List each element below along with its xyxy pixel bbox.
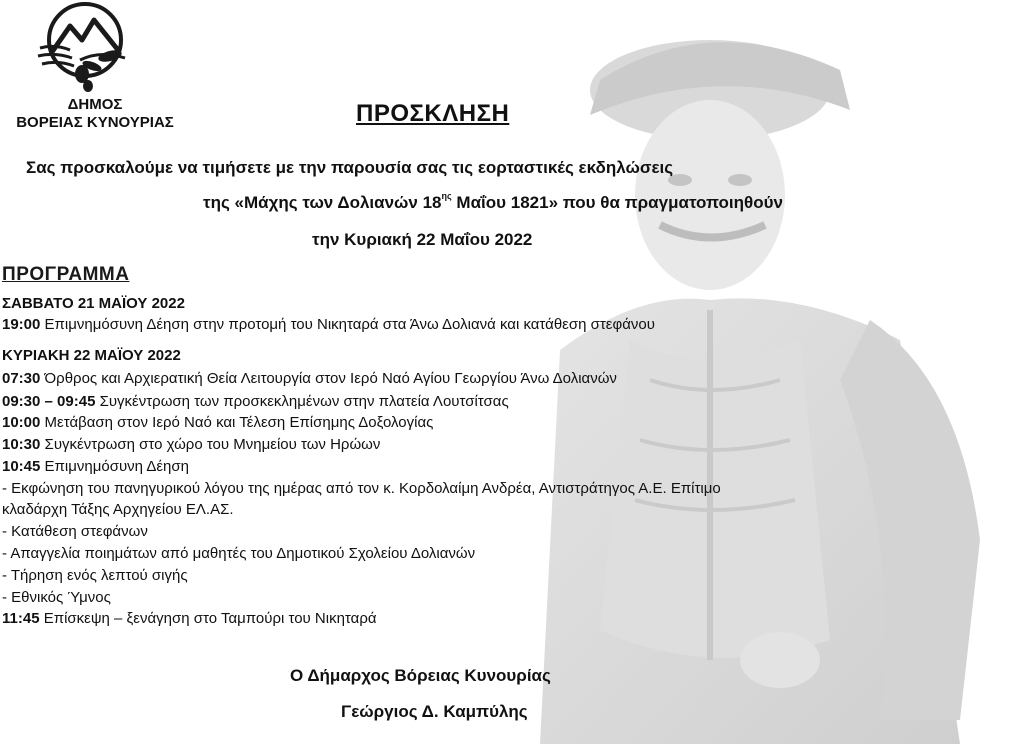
bullet-poems: - Απαγγελία ποιημάτων από μαθητές του Δημοτικού Σχολείου Δολιανών (2, 545, 476, 562)
day2-item-5 (2, 458, 189, 475)
item-text: Όρθρος και Αρχιερατική Θεία Λειτουργία στον Ιερό Ναό Αγίου Γεωργίου Άνω Δολιανών (40, 370, 617, 387)
item-time: 09:30 – 09:45 (2, 393, 96, 410)
bullet-wreaths: - Κατάθεση στεφάνων (2, 523, 148, 540)
municipality-name (0, 96, 190, 132)
day2-item-4 (2, 436, 380, 453)
intro-line-2-superscript: ης (441, 191, 452, 202)
item-text: Μετάβαση στον Ιερό Ναό και Τέλεση Επίσημης Δοξολογίας (40, 414, 434, 431)
item-text: Επιμνημόσυνη Δέηση (40, 458, 189, 475)
item-time: 10:30 (2, 436, 41, 453)
bullet-anthem: - Εθνικός Ύμνος (2, 589, 111, 606)
bullet-silence: - Τήρηση ενός λεπτού σιγής (2, 567, 188, 584)
item-time: 10:45 (2, 458, 41, 475)
item-text: Συγκέντρωση στο χώρο του Μνημείου των Ηρώων (40, 436, 381, 453)
item-text: Επιμνημόσυνη Δέηση στην προτομή του Νικηταρά στα Άνω Δολιανά και κατάθεση στεφάνου (40, 316, 655, 333)
day2-item-1 (2, 370, 617, 387)
intro-line-2 (203, 193, 783, 213)
page-title: ΠΡΟΣΚΛΗΣΗ (356, 100, 510, 127)
signature-name: Γεώργιος Δ. Καμπύλης (341, 702, 528, 721)
intro-line-1: Σας προσκαλούμε να τιμήσετε με την παρουσία σας τις εορταστικές εκδηλώσεις (26, 158, 674, 177)
mountain-olive-logo-icon (30, 0, 140, 92)
intro-line-3: την Κυριακή 22 Μαΐου 2022 (312, 230, 533, 249)
day2-heading: ΚΥΡΙΑΚΗ 22 ΜΑΪΟΥ 2022 (2, 347, 181, 364)
bullet-speech: - Εκφώνηση του πανηγυρικού λόγου της ημέρας από τον κ. Κορδολαίμη Ανδρέα, Αντιστράτηγος Α.Ε. Επίτιμο (2, 480, 721, 497)
item-time: 10:00 (2, 414, 41, 431)
item-time: 19:00 (2, 316, 41, 333)
day2-item-2 (2, 393, 509, 410)
bullet-speech-continued: κλαδάρχη Τάξης Αρχηγείου ΕΛ.ΑΣ. (2, 501, 234, 518)
item-time: 07:30 (2, 370, 41, 387)
municipality-line1: ΔΗΜΟΣ (67, 96, 123, 113)
day2-item-6 (2, 610, 377, 627)
intro-line-2-start: της «Μάχης των Δολιανών 18 (203, 193, 442, 212)
municipality-line2: ΒΟΡΕΙΑΣ ΚΥΝΟΥΡΙΑΣ (16, 114, 174, 131)
program-heading: ΠΡΟΓΡΑΜΜΑ (2, 264, 130, 285)
day1-heading: ΣΑΒΒΑΤΟ 21 ΜΑΪΟΥ 2022 (2, 295, 185, 312)
signature-role: Ο Δήμαρχος Βόρειας Κυνουρίας (290, 666, 551, 685)
item-time: 11:45 (2, 610, 40, 627)
item-text: Επίσκεψη – ξενάγηση στο Ταμπούρι του Νικηταρά (39, 610, 377, 627)
intro-line-2-end: Μαΐου 1821» που θα πραγματοποιηθούν (451, 193, 783, 212)
day2-item-3 (2, 414, 433, 431)
day1-item (2, 316, 655, 333)
item-text: Συγκέντρωση των προσκεκλημένων στην πλατεία Λουτσίτσας (95, 393, 509, 410)
